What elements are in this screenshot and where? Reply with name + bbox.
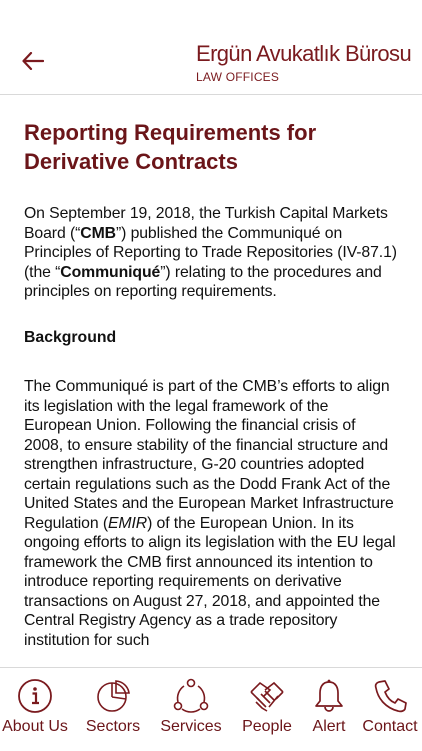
article-title bbox=[24, 118, 398, 176]
tab-people[interactable] bbox=[232, 668, 302, 751]
tab-sectors[interactable] bbox=[78, 668, 148, 751]
intro-communique: Communiqué bbox=[60, 263, 161, 281]
background-paragraph bbox=[24, 377, 398, 650]
info-icon bbox=[17, 678, 53, 714]
arrow-left-icon bbox=[22, 52, 44, 70]
tab-label: Alert bbox=[312, 718, 346, 735]
tab-label: About Us bbox=[2, 718, 68, 735]
background-emir: EMIR bbox=[107, 514, 148, 532]
background-text-1: The Communiqué is part of the CMB’s efforts to align its legislation with the legal framework of the European Union. Following the financial crisis of 2008, to ensure stability of the financial structure and strengthen infrastructure, G-20 countries adopted certain regulations such as the Dodd Frank Act of the United States and the European Market Infrastructure Regulation ( bbox=[24, 378, 394, 532]
tab-label: Contact bbox=[362, 718, 418, 735]
article-title-line2: Derivative Contracts bbox=[24, 149, 238, 174]
back-button[interactable] bbox=[18, 46, 48, 76]
background-text-2: ) of the European Union. In its ongoing efforts to align its legislation with the EU legal framework the CMB first announced its intention to introduce reporting requirements on derivative transactions on August 27, 2018, and appointed the Central Registry Agency as a trade repository institution for such bbox=[24, 514, 396, 649]
intro-text-1: On September 19, 2018, the Turkish Capital Markets Board (“ bbox=[24, 205, 388, 242]
tab-about-us[interactable] bbox=[0, 668, 70, 751]
intro-cmb: CMB bbox=[80, 224, 116, 242]
network-icon bbox=[172, 678, 210, 714]
pie-chart-icon bbox=[95, 678, 131, 714]
article-title-line1: Reporting Requirements for bbox=[24, 120, 317, 145]
brand-subtitle: LAW OFFICES bbox=[196, 70, 280, 84]
app-header bbox=[0, 0, 422, 95]
background-heading: Background bbox=[24, 328, 117, 346]
handshake-icon bbox=[248, 678, 286, 714]
article-content bbox=[24, 118, 398, 666]
intro-text-3: ”) relating to the procedures and principles on reporting requirements. bbox=[24, 263, 382, 300]
bottom-tab-bar bbox=[0, 667, 422, 751]
intro-text-2: ”) published the Communiqué on Principles of Reporting to Trade Repositories (IV-87.1) (the “ bbox=[24, 224, 397, 281]
tab-alert[interactable] bbox=[294, 668, 364, 751]
tab-contact[interactable] bbox=[358, 668, 422, 751]
phone-icon bbox=[372, 678, 408, 714]
tab-label: People bbox=[242, 718, 292, 735]
brand-logo bbox=[196, 42, 416, 84]
tab-services[interactable] bbox=[156, 668, 226, 751]
tab-label: Sectors bbox=[85, 718, 141, 735]
brand-name: Ergün Avukatlık Bürosu bbox=[196, 41, 412, 66]
tab-label: Services bbox=[160, 718, 222, 735]
intro-paragraph bbox=[24, 204, 398, 302]
bell-icon bbox=[311, 678, 347, 714]
